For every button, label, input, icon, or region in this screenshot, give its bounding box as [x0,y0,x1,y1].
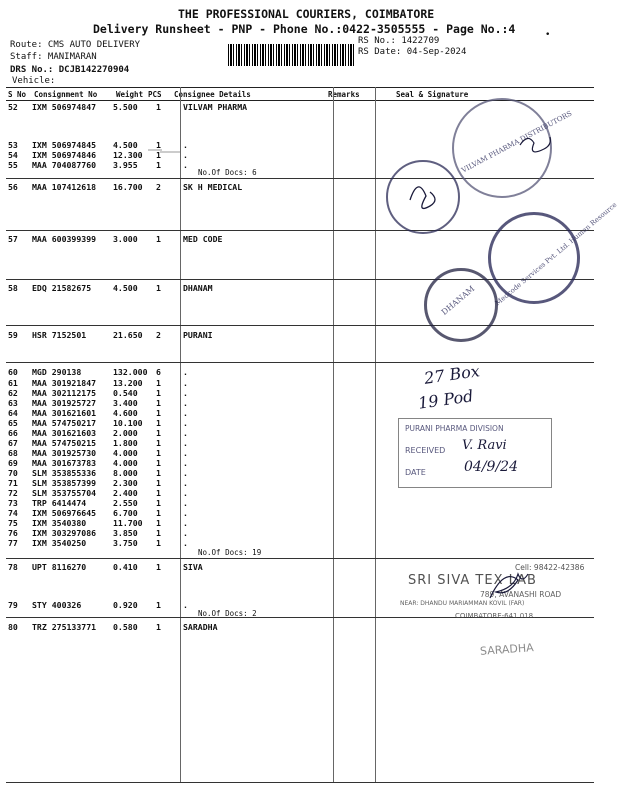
row-consignee: . [183,160,188,170]
row-sno: 61 [8,378,18,388]
row-weight: 11.700 [113,518,143,528]
row-consignee: SK H MEDICAL [183,182,243,192]
row-sno: 53 [8,140,18,150]
vehicle-label: Vehicle: [12,76,56,86]
row-pcs: 1 [156,398,161,408]
row-weight: 5.500 [113,102,138,112]
row-sno: 70 [8,468,18,478]
doc-count-group3: No.Of Docs: 2 [198,609,257,618]
row-weight: 6.700 [113,508,138,518]
col-seal-signature: Seal & Signature [376,88,594,101]
row-pcs: 1 [156,428,161,438]
row-weight: 0.920 [113,600,138,610]
row-pcs: 2 [156,182,161,192]
row-consignment-no: TRZ 275133771 [32,622,97,632]
tick-mark [148,150,180,152]
row-consignment-no: MAA 301925730 [32,448,97,458]
row-separator [6,782,594,783]
row-weight: 0.580 [113,622,138,632]
row-sno: 59 [8,330,18,340]
row-sno: 64 [8,408,18,418]
row-consignee: . [183,498,188,508]
row-sno: 74 [8,508,18,518]
row-consignment-no: MAA 301921847 [32,378,97,388]
row-weight: 4.000 [113,458,138,468]
row-consignment-no: IXM 3540250 [32,538,87,548]
row-sno: 73 [8,498,18,508]
row-consignment-no: TRP 6414474 [32,498,87,508]
row-pcs: 1 [156,418,161,428]
row-sno: 56 [8,182,18,192]
row-sno: 66 [8,428,18,438]
row-separator [6,558,594,559]
column-divider [333,87,334,782]
col-pcs: PCS [146,88,172,101]
row-pcs: 1 [156,488,161,498]
dhanam-stamp [424,268,498,342]
row-pcs: 1 [156,518,161,528]
row-consignment-no: MAA 302112175 [32,388,97,398]
row-consignee: . [183,378,188,388]
doc-count-group2: No.Of Docs: 19 [198,548,262,557]
row-pcs: 1 [156,408,161,418]
row-sno: 71 [8,478,18,488]
row-consignee: . [183,488,188,498]
row-consignee: . [183,448,188,458]
row-pcs: 1 [156,498,161,508]
handwriting-pod: 19 Pod [416,386,475,413]
row-pcs: 1 [156,562,161,572]
company-title: THE PROFESSIONAL COURIERS, COIMBATORE [178,7,435,21]
row-sno: 54 [8,150,18,160]
row-consignee: . [183,600,188,610]
row-pcs: 1 [156,378,161,388]
row-weight: 2.550 [113,498,138,508]
row-pcs: 1 [156,622,161,632]
row-pcs: 1 [156,388,161,398]
siva-address-1: 789, AVANASHI ROAD [480,590,562,599]
row-pcs: 1 [156,160,161,170]
row-pcs: 1 [156,448,161,458]
row-consignee: . [183,508,188,518]
row-separator [6,325,594,326]
row-consignment-no: IXM 506974847 [32,102,97,112]
row-consignment-no: UPT 8116270 [32,562,87,572]
row-weight: 10.100 [113,418,143,428]
siva-name: SRI SIVA TEX LAB [408,573,537,588]
col-consignment: Consignment No [32,88,114,101]
handwriting-received-mark: V. Ravi [462,438,507,453]
row-consignee: . [183,428,188,438]
row-weight: 8.000 [113,468,138,478]
column-divider [375,87,376,782]
siva-address-3: COIMBATORE-641 018. [455,612,536,620]
row-weight: 3.850 [113,528,138,538]
row-sno: 67 [8,438,18,448]
row-weight: 1.800 [113,438,138,448]
row-pcs: 1 [156,478,161,488]
vilvam-stamp-text: VILVAM PHARMA DISTRIBUTORS [460,109,574,175]
rs-date: RS Date: 04-Sep-2024 [358,47,467,57]
row-weight: 4.600 [113,408,138,418]
row-sno: 80 [8,622,18,632]
row-consignee: . [183,528,188,538]
row-separator [6,362,594,363]
siva-cell: Cell: 98422-42386 [515,563,585,572]
row-consignee: . [183,478,188,488]
barcode [228,44,354,66]
row-consignment-no: HSR 7152501 [32,330,87,340]
medcode-stamp-text: Medcode Services Pvt. Ltd. Human Resource [493,200,618,308]
row-consignment-no: MAA 301925727 [32,398,97,408]
medcode-stamp [488,212,580,304]
row-consignee: SARADHA [183,622,218,632]
doc-count-group1: No.Of Docs: 6 [198,168,257,177]
skh-stamp [386,160,460,234]
row-consignee: . [183,150,188,160]
row-pcs: 1 [156,283,161,293]
row-consignment-no: IXM 303297086 [32,528,97,538]
row-pcs: 1 [156,150,161,160]
row-sno: 57 [8,234,18,244]
row-sno: 76 [8,528,18,538]
row-consignment-no: MAA 301621601 [32,408,97,418]
row-consignment-no: SLM 353855336 [32,468,97,478]
col-remarks: Remarks [326,88,376,101]
corner-mark: • [545,30,551,40]
handwriting-date: 04/9/24 [464,459,518,475]
row-consignment-no: MAA 600399399 [32,234,97,244]
route-label: Route: CMS AUTO DELIVERY [10,40,141,50]
row-consignee: . [183,418,188,428]
row-sno: 78 [8,562,18,572]
row-sno: 63 [8,398,18,408]
row-sno: 58 [8,283,18,293]
row-consignment-no: IXM 506976645 [32,508,97,518]
row-weight: 132.000 [113,367,148,377]
row-weight: 16.700 [113,182,143,192]
row-sno: 52 [8,102,18,112]
row-consignment-no: EDQ 21582675 [32,283,92,293]
row-consignee: . [183,518,188,528]
row-consignment-no: MAA 107412618 [32,182,97,192]
row-consignment-no: SLM 353857399 [32,478,97,488]
row-consignment-no: MAA 301673783 [32,458,97,468]
row-consignee: . [183,468,188,478]
row-consignee: SIVA [183,562,203,572]
handwriting-boxes: 27 Box [422,361,481,388]
row-consignee: . [183,458,188,468]
row-consignment-no: IXM 506974845 [32,140,97,150]
row-sno: 65 [8,418,18,428]
row-pcs: 1 [156,468,161,478]
row-consignee: MED CODE [183,234,223,244]
row-sno: 72 [8,488,18,498]
row-weight: 3.955 [113,160,138,170]
row-weight: 3.400 [113,398,138,408]
row-sno: 62 [8,388,18,398]
purani-stamp-date: DATE [405,468,426,477]
row-weight: 0.410 [113,562,138,572]
saradha-stamp: SARADHA [479,641,535,658]
purani-stamp-title: PURANI PHARMA DIVISION [405,424,504,433]
siva-address-2: NEAR: DHANDU MARIAMMAN KOVIL (FAR) [400,600,525,607]
row-consignee: DHANAM [183,283,213,293]
runsheet-title: Delivery Runsheet - PNP - Phone No.:0422-3505555 - Page No.:4 [93,22,516,36]
row-consignee: . [183,367,188,377]
staff-label: Staff: MANIMARAN [10,52,97,62]
row-weight: 4.000 [113,448,138,458]
row-weight: 3.750 [113,538,138,548]
row-pcs: 1 [156,140,161,150]
row-weight: 4.500 [113,140,138,150]
row-consignment-no: MAA 301621603 [32,428,97,438]
row-sno: 60 [8,367,18,377]
row-consignee: PURANI [183,330,213,340]
row-consignee: . [183,140,188,150]
row-pcs: 1 [156,538,161,548]
drs-label: DRS No.: DCJB142270904 [10,65,130,75]
col-sno: S No [6,88,32,101]
row-pcs: 2 [156,330,161,340]
row-pcs: 1 [156,234,161,244]
row-pcs: 1 [156,600,161,610]
row-consignee: . [183,398,188,408]
row-weight: 0.540 [113,388,138,398]
row-weight: 13.200 [113,378,143,388]
row-consignee: . [183,388,188,398]
row-pcs: 6 [156,367,161,377]
rs-no: RS No.: 1422709 [358,36,440,46]
row-consignee: . [183,538,188,548]
row-weight: 4.500 [113,283,138,293]
row-sno: 79 [8,600,18,610]
row-weight: 3.000 [113,234,138,244]
row-consignment-no: STY 400326 [32,600,82,610]
row-weight: 2.300 [113,478,138,488]
row-consignment-no: MAA 704087760 [32,160,97,170]
row-consignment-no: IXM 3540380 [32,518,87,528]
row-weight: 12.300 [113,150,143,160]
row-consignment-no: SLM 353755704 [32,488,97,498]
row-pcs: 1 [156,528,161,538]
row-sno: 55 [8,160,18,170]
row-consignment-no: MAA 574750215 [32,438,97,448]
row-pcs: 1 [156,438,161,448]
col-consignee: Consignee Details [172,88,326,101]
col-weight: Weight [114,88,146,101]
row-weight: 2.000 [113,428,138,438]
row-pcs: 1 [156,102,161,112]
row-consignee: VILVAM PHARMA [183,102,248,112]
row-weight: 2.400 [113,488,138,498]
row-consignment-no: MAA 574750217 [32,418,97,428]
dhanam-stamp-text: DHANAM [439,284,477,317]
purani-stamp-received: RECEIVED [405,446,446,455]
row-consignment-no: IXM 506974846 [32,150,97,160]
row-sno: 68 [8,448,18,458]
row-pcs: 1 [156,508,161,518]
column-divider [180,87,181,782]
row-consignee: . [183,438,188,448]
row-pcs: 1 [156,458,161,468]
row-sno: 75 [8,518,18,528]
row-consignment-no: MGD 290138 [32,367,82,377]
row-consignee: . [183,408,188,418]
row-sno: 69 [8,458,18,468]
row-sno: 77 [8,538,18,548]
row-weight: 21.650 [113,330,143,340]
